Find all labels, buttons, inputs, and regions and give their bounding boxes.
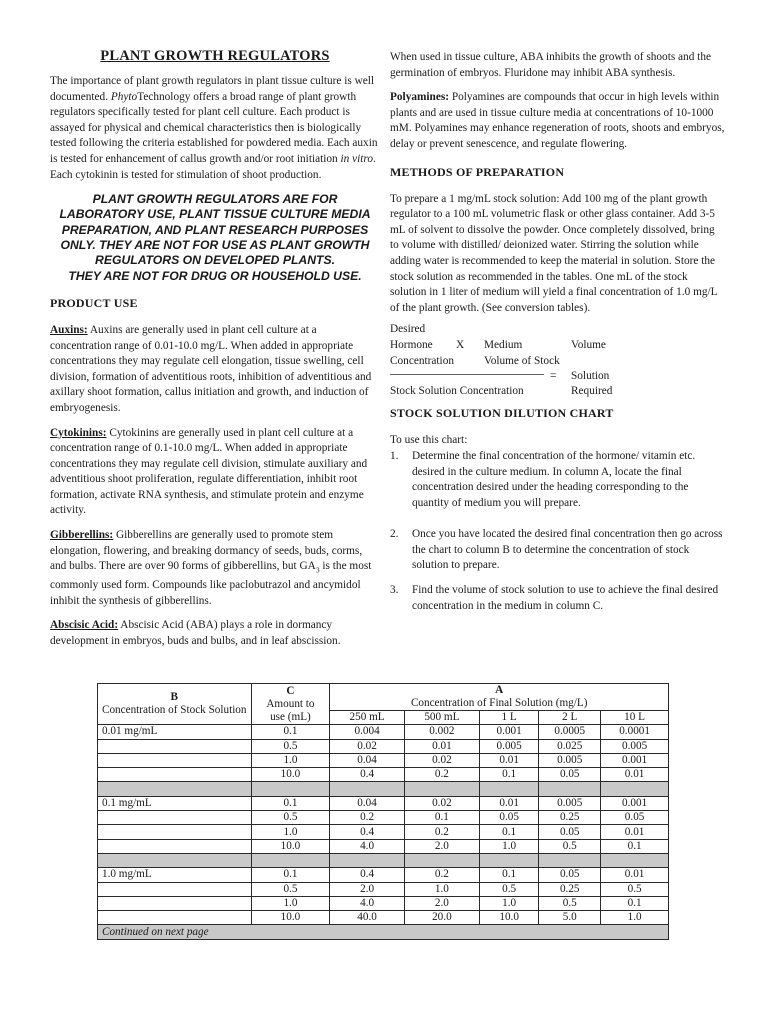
stock-concentration-cell	[98, 811, 252, 825]
step-1: 1. Determine the final concentration of the hormone/ vitamin etc. desired in the culture medium. In column A, locate the final concentration desired under the heading corresponding to the quantity of medium you will prepare.	[390, 449, 696, 509]
separator-cell	[601, 782, 669, 796]
final-concentration-cell: 0.005	[539, 796, 601, 810]
stock-concentration-cell	[98, 911, 252, 925]
col-a-header: A Concentration of Final Solution (mg/L)	[330, 684, 669, 711]
formula-solution: Solution	[571, 370, 610, 383]
final-concentration-cell: 0.05	[601, 811, 669, 825]
final-concentration-cell: 0.02	[404, 753, 479, 767]
formula-medium: Medium	[484, 339, 523, 352]
final-concentration-cell: 0.1	[601, 839, 669, 853]
stock-concentration-cell: 0.1 mg/mL	[98, 796, 252, 810]
amount-cell: 1.0	[251, 896, 330, 910]
formula-volume-of-stock: Volume of Stock	[484, 355, 560, 368]
final-concentration-cell: 0.05	[539, 825, 601, 839]
group-separator-row	[98, 853, 669, 867]
dilution-table	[97, 683, 669, 940]
amount-cell: 0.1	[251, 796, 330, 810]
separator-cell	[479, 853, 538, 867]
amount-cell: 10.0	[251, 911, 330, 925]
final-concentration-cell: 0.04	[330, 753, 404, 767]
cytokinins-paragraph: Cytokinins: Cytokinins are generally used in plant cell culture at a concentration range of 0.1-10.0 mg/L. When added in appropriate concentrations they may regulate cell division, stimulate auxiliary and adventitious shoot proliferation, regulate differentiation, inhibit root formation, activate RNA synthesis, and stimulate protein and enzyme activity.	[50, 426, 368, 517]
step-3: 3. Find the volume of stock solution to use to achieve the final desired concentration in the medium in column C.	[390, 584, 719, 612]
amount-cell: 0.1	[251, 868, 330, 882]
final-concentration-cell: 0.004	[330, 725, 404, 739]
col-b-header: B Concentration of Stock Solution	[98, 684, 252, 725]
formula-volume: Volume	[571, 339, 606, 352]
stock-concentration-cell	[98, 753, 252, 767]
final-concentration-cell: 0.1	[479, 768, 538, 782]
chart-steps	[390, 449, 725, 614]
table-row	[98, 811, 669, 825]
separator-cell	[479, 782, 538, 796]
separator-cell	[330, 853, 404, 867]
dilution-heading: STOCK SOLUTION DILUTION CHART	[390, 406, 614, 421]
stock-concentration-cell	[98, 896, 252, 910]
final-concentration-cell: 0.05	[539, 768, 601, 782]
continued-note: Continued on next page	[98, 925, 669, 939]
separator-cell	[98, 853, 252, 867]
product-use-heading: PRODUCT USE	[50, 295, 138, 310]
formula-stock-conc: Stock Solution Concentration	[390, 385, 524, 398]
table-row	[98, 882, 669, 896]
separator-cell	[251, 782, 330, 796]
final-concentration-cell: 0.02	[404, 796, 479, 810]
group-separator-row	[98, 782, 669, 796]
aba-culture-paragraph: When used in tissue culture, ABA inhibits the growth of shoots and the germination of embryos. Fluridone may inhibit ABA synthesis.	[390, 51, 711, 79]
final-concentration-cell: 0.0005	[539, 725, 601, 739]
intro-paragraph: The importance of plant growth regulators in plant tissue culture is well documented. PhytoTechnology offers a broad range of plant growth regulators specifically tested for plant cell culture. Each product is assayed for physical and chemical characteristics then is biologically tested following the criteria established for powdered media. Each auxin is tested for enhancement of callus growth and/or root initiation in vitro. Each cytokinin is tested for stimulation of shoot production.	[50, 75, 378, 181]
stock-concentration-cell: 1.0 mg/mL	[98, 868, 252, 882]
volume-header: 10 L	[601, 711, 669, 725]
step-2: 2. Once you have located the desired final concentration then go across the chart to column B to determine the concentration of stock solution to prepare.	[390, 528, 723, 572]
final-concentration-cell: 4.0	[330, 839, 404, 853]
table-row	[98, 896, 669, 910]
final-concentration-cell: 0.5	[479, 882, 538, 896]
col-c-header: C Amount to use (mL)	[251, 684, 330, 725]
final-concentration-cell: 0.01	[601, 868, 669, 882]
final-concentration-cell: 40.0	[330, 911, 404, 925]
final-concentration-cell: 2.0	[404, 896, 479, 910]
final-concentration-cell: 1.0	[404, 882, 479, 896]
table-row	[98, 825, 669, 839]
final-concentration-cell: 0.1	[601, 896, 669, 910]
final-concentration-cell: 5.0	[539, 911, 601, 925]
table-row	[98, 839, 669, 853]
gibberellins-paragraph: Gibberellins: Gibberellins are generally used to promote stem elongation, flowering, and breaking dormancy of seeds, buds, corms, and bulbs. There are over 90 forms of gibberellins, but $GA_3$ is the most commonly used form. Compounds like paclobutrazol and ancymidol inhibit the synthesis of gibberellins.	[50, 529, 372, 607]
final-concentration-cell: 0.02	[330, 739, 404, 753]
final-concentration-cell: 0.5	[601, 882, 669, 896]
separator-cell	[330, 782, 404, 796]
final-concentration-cell: 0.4	[330, 768, 404, 782]
right-column	[390, 50, 725, 614]
final-concentration-cell: 0.4	[330, 825, 404, 839]
final-concentration-cell: 0.1	[479, 825, 538, 839]
final-concentration-cell: 0.01	[601, 768, 669, 782]
final-concentration-cell: 0.025	[539, 739, 601, 753]
formula-concentration: Concentration	[390, 355, 454, 368]
table-row	[98, 768, 669, 782]
auxins-paragraph: Auxins: Auxins are generally used in plant cell culture at a concentration range of 0.01-10.0 mg/L. When added in appropriate concentrations they may regulate cell elongation, tissue swelling, cell division, formation of adventitious roots, inhibition of adventitious and axillary shoot formation, callus initiation and growth, and induction of embryogenesis.	[50, 323, 372, 414]
final-concentration-cell: 0.1	[479, 868, 538, 882]
final-concentration-cell: 4.0	[330, 896, 404, 910]
stock-concentration-cell	[98, 882, 252, 896]
usage-warning	[50, 192, 380, 284]
formula-desired: Desired	[390, 323, 426, 336]
final-concentration-cell: 0.001	[479, 725, 538, 739]
stock-concentration-cell	[98, 768, 252, 782]
final-concentration-cell: 0.05	[479, 811, 538, 825]
amount-cell: 0.5	[251, 811, 330, 825]
final-concentration-cell: 0.2	[404, 768, 479, 782]
stock-concentration-cell	[98, 839, 252, 853]
final-concentration-cell: 0.4	[330, 868, 404, 882]
separator-cell	[539, 782, 601, 796]
amount-cell: 1.0	[251, 753, 330, 767]
amount-cell: 1.0	[251, 825, 330, 839]
table-row	[98, 911, 669, 925]
methods-heading: METHODS OF PREPARATION	[390, 164, 565, 179]
final-concentration-cell: 0.01	[479, 796, 538, 810]
formula-divider	[390, 374, 544, 375]
formula-hormone: Hormone	[390, 339, 433, 352]
stock-concentration-cell	[98, 739, 252, 753]
final-concentration-cell: 0.0001	[601, 725, 669, 739]
volume-header: 250 mL	[330, 711, 404, 725]
final-concentration-cell: 0.005	[479, 739, 538, 753]
separator-cell	[539, 853, 601, 867]
page-title: PLANT GROWTH REGULATORS	[100, 48, 330, 64]
final-concentration-cell: 0.5	[539, 839, 601, 853]
polyamines-paragraph: Polyamines: Polyamines are compounds that occur in high levels within plants and are used in tissue culture media at concentrations of 10-1000 mM. Polyamines may enhance regeneration of roots, shoots and embryos, delay or prevent senescence, and regulate flowering.	[390, 91, 725, 150]
formula-x: X	[456, 339, 465, 352]
final-concentration-cell: 10.0	[479, 911, 538, 925]
final-concentration-cell: 0.25	[539, 811, 601, 825]
final-concentration-cell: 0.1	[404, 811, 479, 825]
separator-cell	[601, 853, 669, 867]
amount-cell: 0.5	[251, 882, 330, 896]
amount-cell: 10.0	[251, 768, 330, 782]
amount-cell: 10.0	[251, 839, 330, 853]
final-concentration-cell: 1.0	[479, 839, 538, 853]
final-concentration-cell: 0.001	[601, 753, 669, 767]
volume-header: 1 L	[479, 711, 538, 725]
volume-header: 2 L	[539, 711, 601, 725]
final-concentration-cell: 0.2	[330, 811, 404, 825]
final-concentration-cell: 0.002	[404, 725, 479, 739]
final-concentration-cell: 20.0	[404, 911, 479, 925]
formula-required: Required	[571, 385, 613, 398]
final-concentration-cell: 0.05	[539, 868, 601, 882]
abscisic-paragraph: Abscisic Acid: Abscisic Acid (ABA) plays a role in dormancy development in embryos, buds and bulbs, and in leaf abscission.	[50, 619, 341, 647]
table-row	[98, 796, 669, 810]
final-concentration-cell: 0.25	[539, 882, 601, 896]
final-concentration-cell: 0.04	[330, 796, 404, 810]
table-body	[98, 725, 669, 939]
methods-paragraph: To prepare a 1 mg/mL stock solution: Add 100 mg of the plant growth regulator to a 100 mL volumetric flask or other glass container. Add 3-5 mL of solvent to dissolve the powder. Once completely dissolved, bring to volume with distilled/ deionized water. Stirring the solution while adding water is recommended to keep the material in solution. Store the stock solution as recommended in the tables. One mL of the stock solution in 1 liter of medium will yield a final concentration of 1.0 mg/L of the plant growth. (See conversion tables).	[390, 192, 718, 314]
left-column	[50, 46, 380, 649]
final-concentration-cell: 0.01	[479, 753, 538, 767]
separator-cell	[404, 853, 479, 867]
stock-concentration-cell: 0.01 mg/mL	[98, 725, 252, 739]
separator-cell	[98, 782, 252, 796]
amount-cell: 0.1	[251, 725, 330, 739]
volume-header: 500 mL	[404, 711, 479, 725]
separator-cell	[251, 853, 330, 867]
warning-line-1: PLANT GROWTH REGULATORS ARE FOR LABORATORY USE, PLANT TISSUE CULTURE MEDIA PREPARATION, AND PLANT RESEARCH PURPOSES ONLY. THEY ARE NOT FOR USE AS PLANT GROWTH REGULATORS ON DEVELOPED PLANTS.	[59, 192, 371, 268]
final-concentration-cell: 0.2	[404, 868, 479, 882]
table-row	[98, 753, 669, 767]
final-concentration-cell: 0.5	[539, 896, 601, 910]
table-row	[98, 725, 669, 739]
use-chart-label: To use this chart:	[390, 434, 468, 447]
final-concentration-cell: 1.0	[479, 896, 538, 910]
final-concentration-cell: 0.01	[601, 825, 669, 839]
final-concentration-cell: 1.0	[601, 911, 669, 925]
final-concentration-cell: 0.01	[404, 739, 479, 753]
separator-cell	[404, 782, 479, 796]
table-row	[98, 739, 669, 753]
final-concentration-cell: 0.005	[601, 739, 669, 753]
warning-line-2: THEY ARE NOT FOR DRUG OR HOUSEHOLD USE.	[68, 268, 362, 283]
dilution-formula	[390, 322, 725, 400]
stock-concentration-cell	[98, 825, 252, 839]
final-concentration-cell: 2.0	[404, 839, 479, 853]
group-separator-row	[98, 925, 669, 939]
formula-equals: =	[550, 370, 557, 383]
amount-cell: 0.5	[251, 739, 330, 753]
table-row	[98, 868, 669, 882]
final-concentration-cell: 0.001	[601, 796, 669, 810]
final-concentration-cell: 0.2	[404, 825, 479, 839]
final-concentration-cell: 2.0	[330, 882, 404, 896]
final-concentration-cell: 0.005	[539, 753, 601, 767]
